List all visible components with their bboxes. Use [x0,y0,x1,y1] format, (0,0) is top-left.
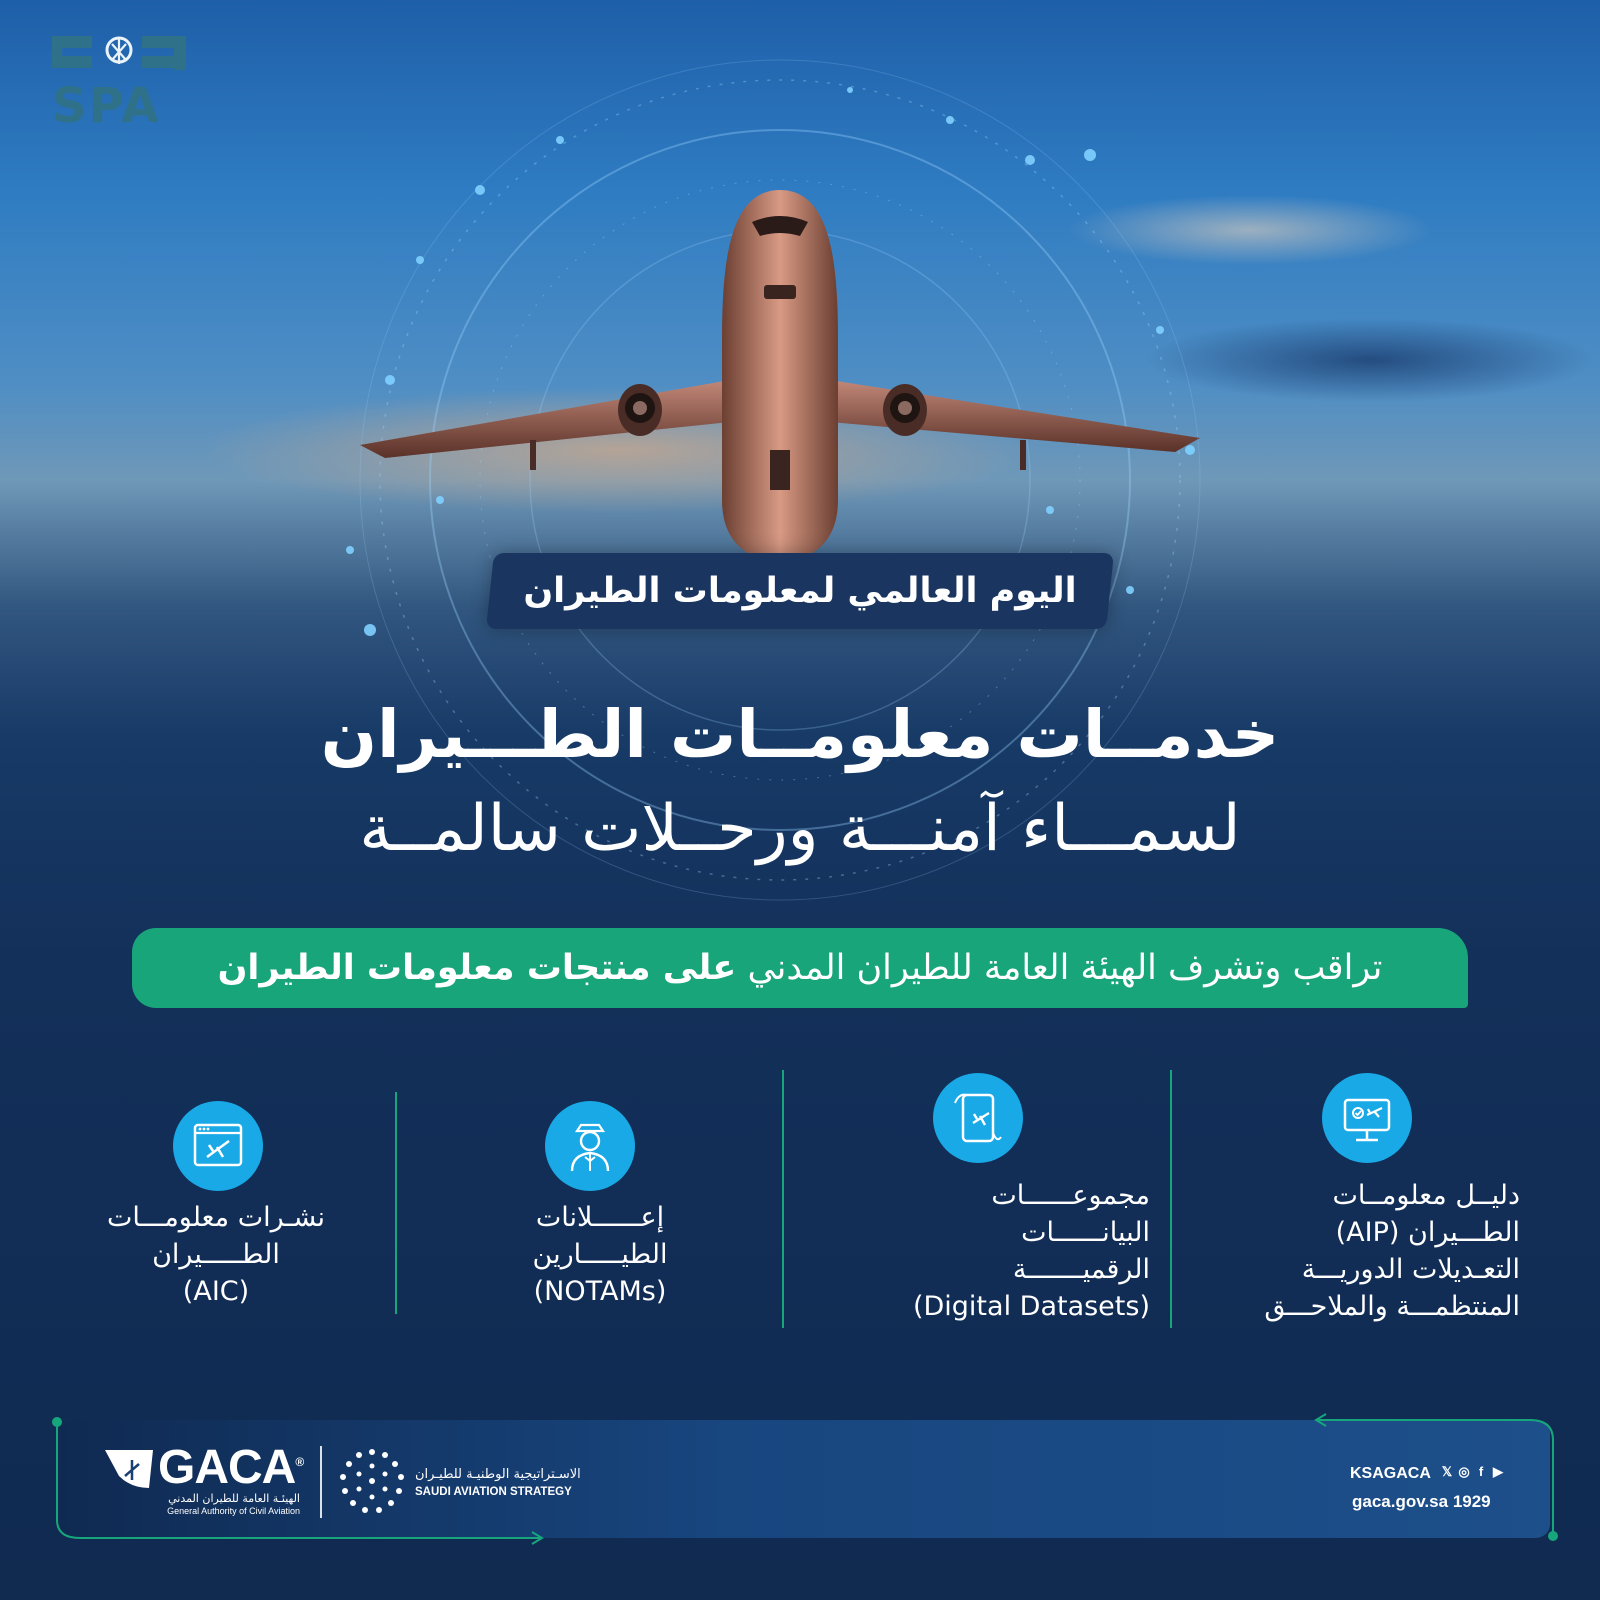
youtube-icon[interactable]: ▶ [1493,1464,1503,1479]
label-line: (Digital Datasets) [912,1291,1150,1322]
feature-aic-label [80,1199,352,1310]
subtitle-bold: على منتجات معلومات الطيران [217,948,737,988]
instagram-icon[interactable]: ◎ [1458,1464,1470,1479]
strategy-name-english: SAUDI AVIATION STRATEGY [415,1486,572,1498]
website-line [1352,1492,1491,1512]
browser-plane-icon [173,1101,263,1191]
strategy-name-arabic: الاسـتراتيجية الوطنيـة للطيـران [415,1467,581,1482]
feature-aip-label [1220,1177,1520,1325]
airplane-graphic [360,190,1200,570]
social-handle: KSAGACA [1350,1465,1431,1482]
feature-notams-label [470,1199,730,1310]
label-line: مجموعــــــات [991,1180,1150,1211]
spa-wordmark: SPA [52,78,161,134]
subtitle-normal: تراقب وتشرف الهيئة العامة للطيران المدني [736,948,1383,988]
feature-aic [80,1101,420,1341]
label-line: الطـــــيران [152,1239,280,1270]
headline [300,690,1300,878]
event-title: اليوم العالمي لمعلومات الطيران [523,571,1077,611]
label-line: (NOTAMs) [533,1276,667,1307]
gaca-name-english: General Authority of Civil Aviation [167,1506,300,1516]
social-icons [1440,1464,1505,1482]
registered-mark: ® [295,1455,304,1469]
label-line: (AIC) [182,1276,250,1307]
gaca-name: GACA [158,1441,296,1494]
label-line: نشـرات معلومـــات [106,1202,326,1233]
subtitle-text [132,928,1468,1008]
footer-separator [320,1446,322,1518]
label-line: المنتظمـــة والملاحـــق [1264,1291,1520,1322]
phone-data-icon [933,1073,1023,1163]
spa-arabic-mark [52,30,187,74]
facebook-icon[interactable]: f [1478,1464,1484,1479]
spa-logo [52,30,187,134]
strategy-star-emblem [335,1444,410,1519]
feature-digital-datasets [840,1073,1180,1343]
pilot-icon [545,1101,635,1191]
gaca-name-arabic: الهيئـة العامة للطيران المدني [168,1492,300,1505]
hotline-number: 1929 [1452,1492,1491,1511]
label-line: الطيـــــارين [532,1239,668,1270]
monitor-plane-icon [1322,1073,1412,1163]
label-line: الرقميـــــــة [1012,1254,1150,1285]
gaca-wordmark [158,1440,303,1495]
label-line: الطـــيران (AIP) [1335,1217,1520,1248]
label-line: دليــل معلومــات [1332,1180,1520,1211]
label-line: التعـديلات الدوريـــة [1301,1254,1520,1285]
headline-line-1: خدمــات معلومــات الطـــيران [320,696,1280,773]
x-icon[interactable]: 𝕏 [1441,1464,1453,1479]
feature-digital-datasets-label [850,1177,1150,1325]
feature-notams [455,1101,795,1341]
website-link[interactable]: gaca.gov.sa [1352,1492,1449,1511]
label-line: البيانــــــات [1021,1217,1150,1248]
feature-aip [1220,1073,1560,1343]
headline-line-2: لسمـــاء آمنـــة ورحــلات سالمــة [359,792,1241,866]
label-line: إعــــــلانات [535,1202,665,1233]
